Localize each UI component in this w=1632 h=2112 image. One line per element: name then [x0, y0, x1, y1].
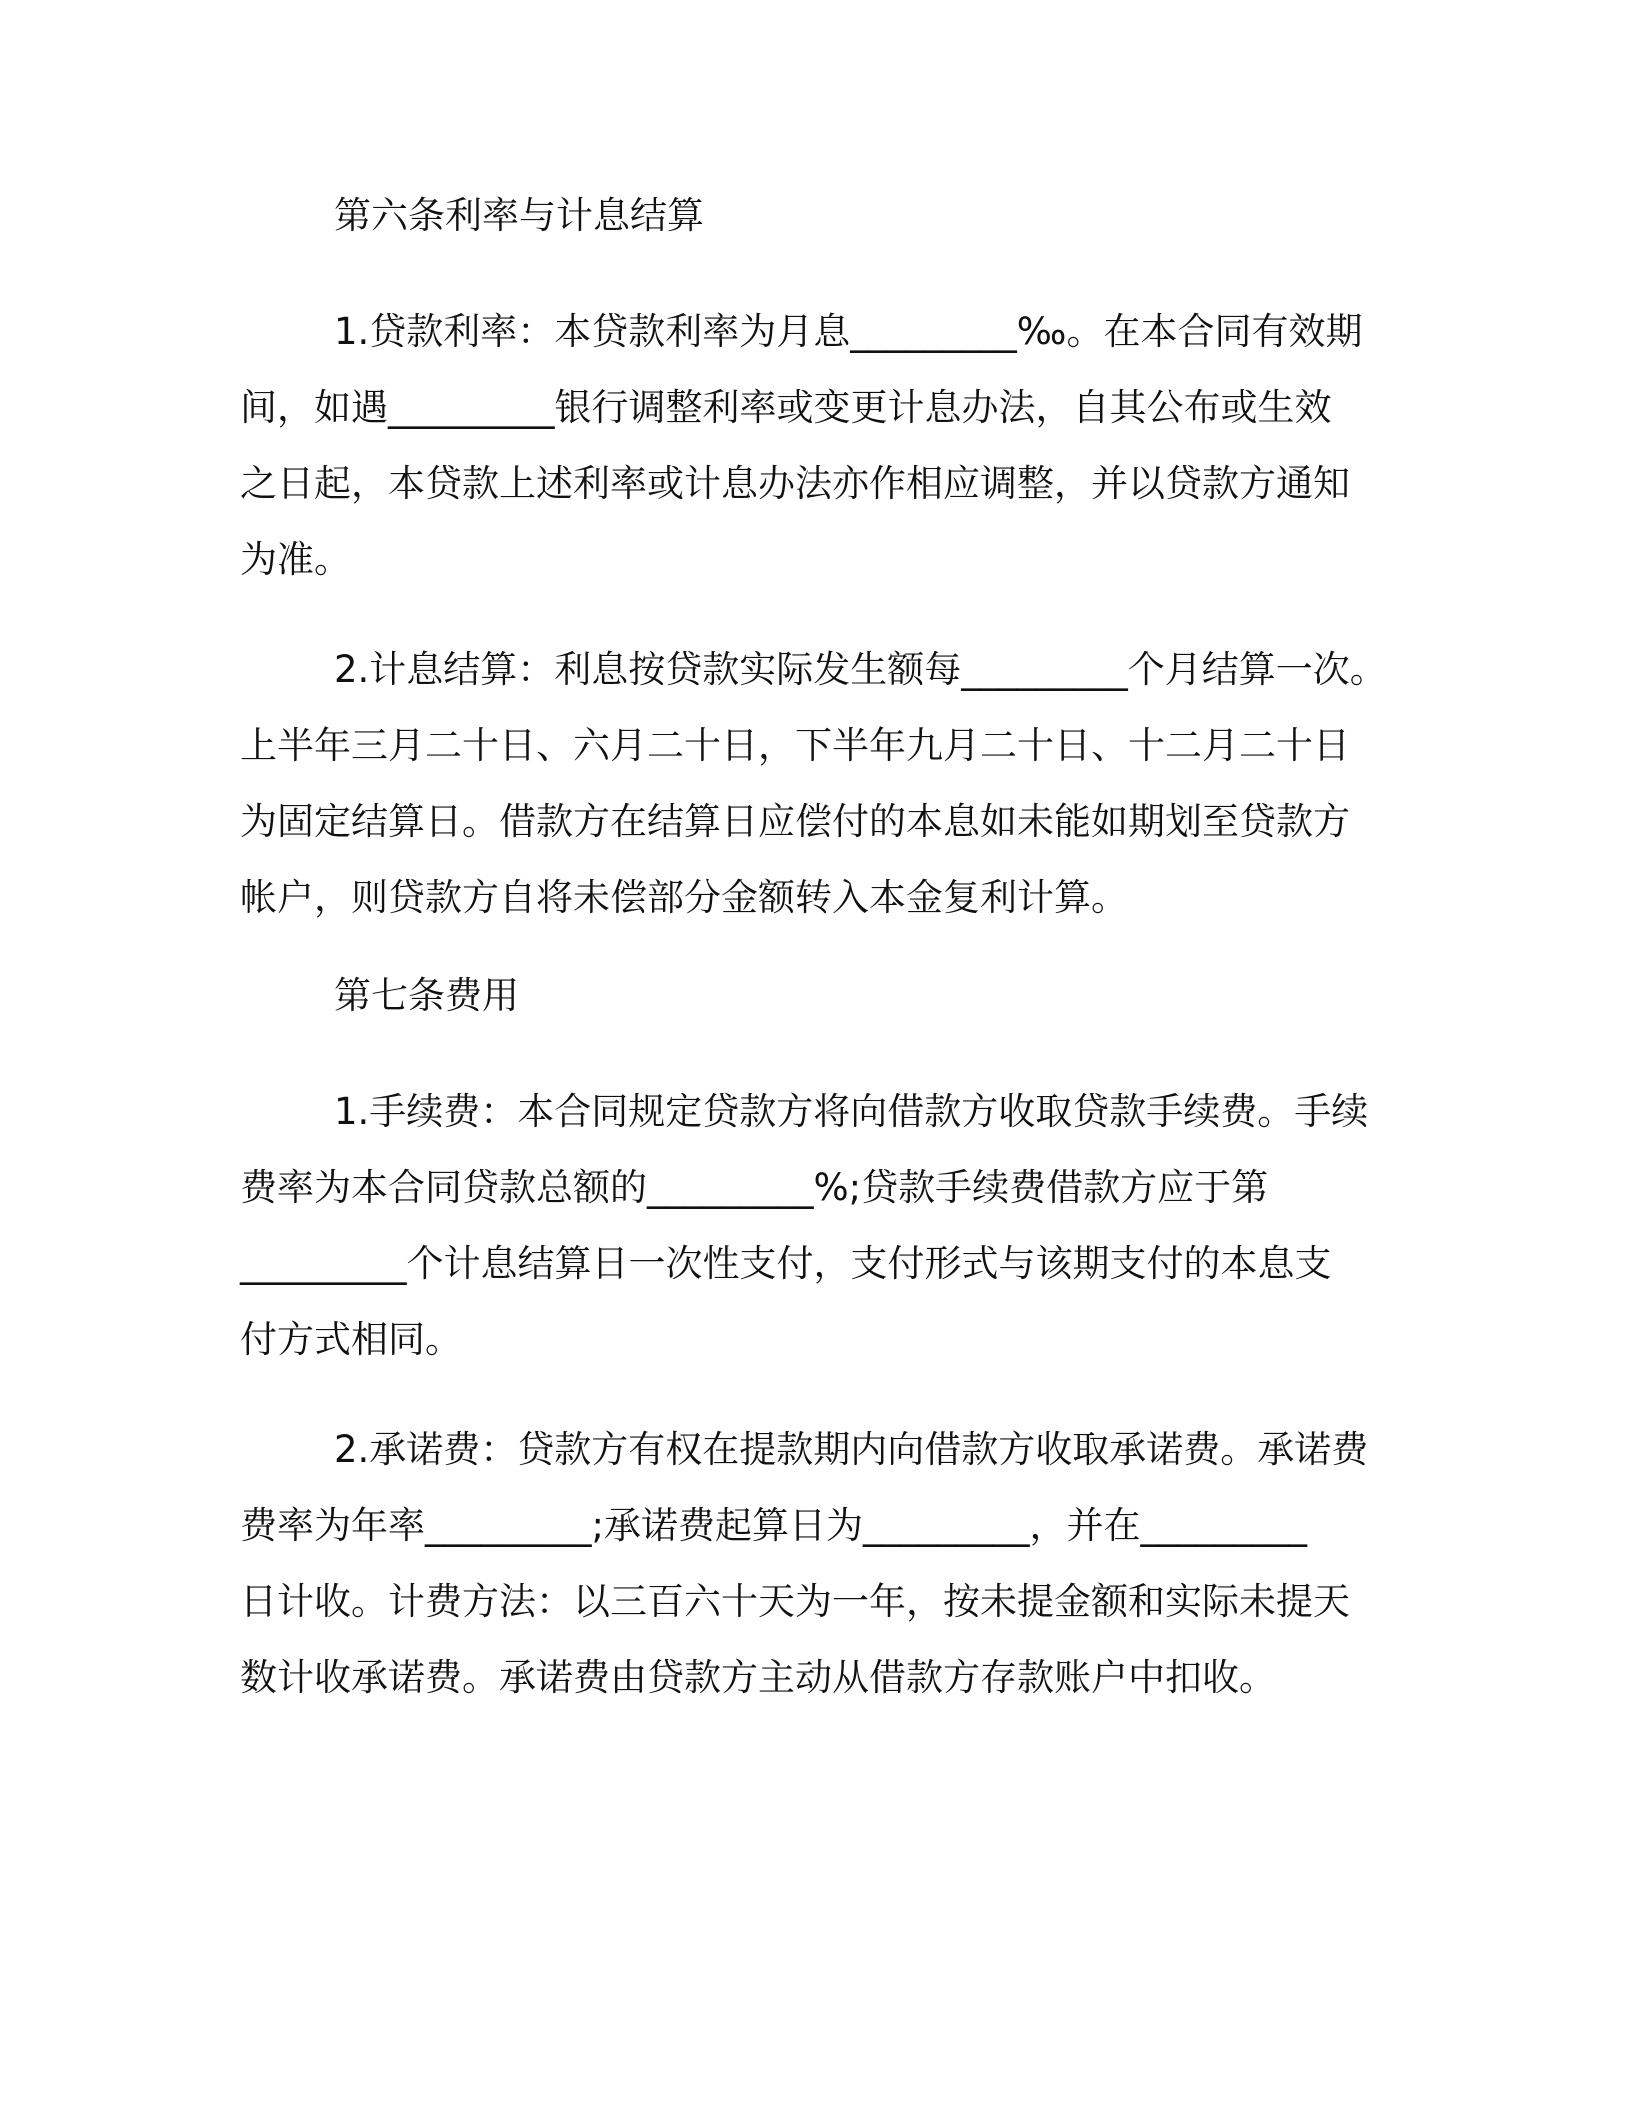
paragraph-line: 日计收。计费方法：以三百六十天为一年，按未提金额和实际未提天	[240, 1580, 1350, 1623]
paragraph-loan-interest-rate	[240, 294, 1380, 598]
section-heading-article-6: 第六条利率与计息结算	[334, 194, 704, 237]
paragraph-line: 费率为本合同贷款总额的_________%;贷款手续费借款方应于第	[240, 1166, 1269, 1209]
paragraph-commitment-fee	[240, 1412, 1380, 1716]
paragraph-line: 1.贷款利率：本贷款利率为月息_________‰。在本合同有效期	[334, 310, 1363, 353]
paragraph-line: 2.承诺费：贷款方有权在提款期内向借款方收取承诺费。承诺费	[334, 1428, 1369, 1471]
paragraph-line: 为固定结算日。借款方在结算日应偿付的本息如未能如期划至贷款方	[240, 800, 1350, 843]
paragraph-handling-fee	[240, 1074, 1380, 1378]
section-heading-article-7: 第七条费用	[334, 974, 519, 1017]
paragraph-line: 数计收承诺费。承诺费由贷款方主动从借款方存款账户中扣收。	[240, 1656, 1276, 1699]
document-body	[240, 190, 1387, 1750]
paragraph-line: 2.计息结算：利息按贷款实际发生额每_________个月结算一次。	[334, 648, 1387, 691]
paragraph-line: _________个计息结算日一次性支付，支付形式与该期支付的本息支	[240, 1242, 1332, 1285]
paragraph-line: 间，如遇_________银行调整利率或变更计息办法，自其公布或生效	[240, 386, 1332, 429]
paragraph-line: 付方式相同。	[240, 1318, 462, 1361]
paragraph-line: 1.手续费：本合同规定贷款方将向借款方收取贷款手续费。手续	[334, 1090, 1369, 1133]
paragraph-line: 之日起，本贷款上述利率或计息办法亦作相应调整，并以贷款方通知	[240, 462, 1350, 505]
paragraph-line: 费率为年率_________;承诺费起算日为_________，并在_________	[240, 1504, 1307, 1547]
paragraph-line: 为准。	[240, 538, 351, 581]
paragraph-interest-settlement	[240, 632, 1387, 936]
paragraph-line: 帐户，则贷款方自将未偿部分金额转入本金复利计算。	[240, 876, 1128, 919]
paragraph-line: 上半年三月二十日、六月二十日，下半年九月二十日、十二月二十日	[240, 724, 1350, 767]
